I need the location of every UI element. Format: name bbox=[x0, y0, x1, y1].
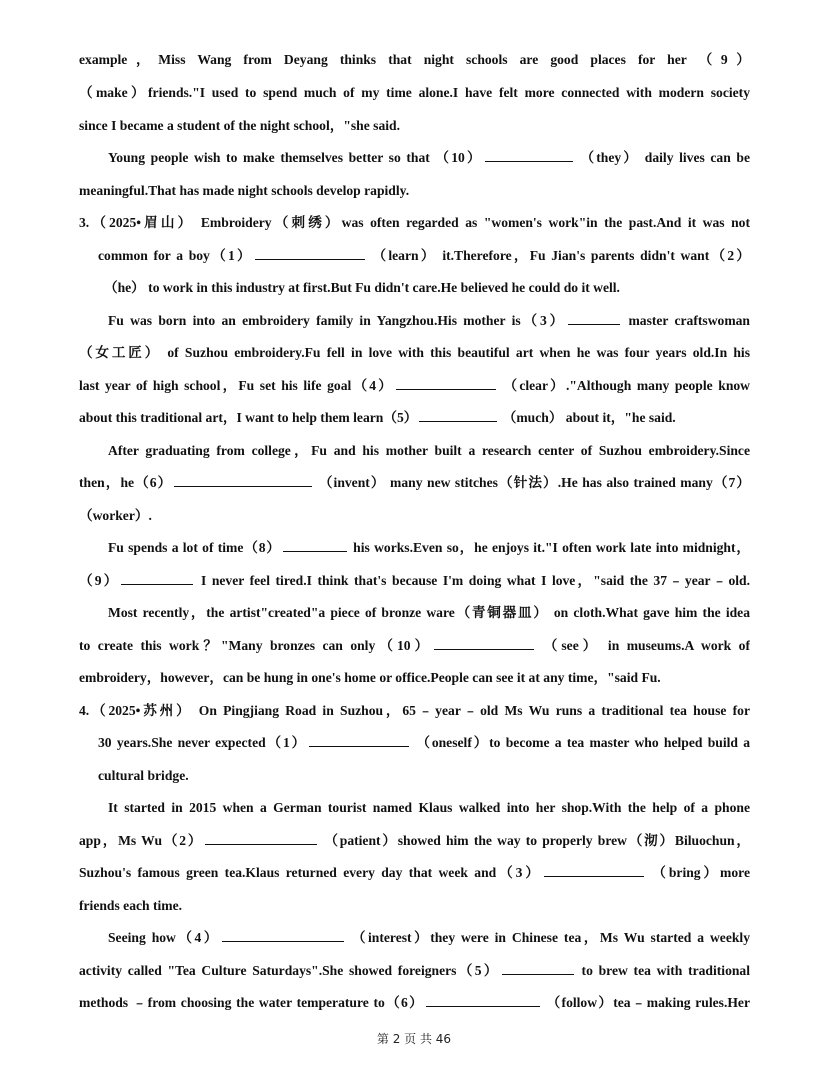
text-run: since I became a student of the night school，"she said. bbox=[79, 118, 400, 133]
text-run: （bring）more bbox=[645, 865, 750, 880]
text-run: （女工匠） of Suzhou embroidery.Fu fell in love with this beautiful art when he was four years old.In his bbox=[79, 345, 750, 360]
text-line bbox=[79, 991, 750, 1015]
text-line bbox=[79, 569, 750, 593]
text-run: master craftswoman bbox=[622, 313, 750, 328]
text-line bbox=[79, 471, 750, 495]
answer-blank bbox=[396, 374, 496, 390]
text-line bbox=[79, 341, 750, 365]
answer-blank bbox=[283, 536, 347, 552]
text-run: 3.（2025•眉山） Embroidery（刺绣）was often regarded as "women's work"in the past.And it was not bbox=[79, 215, 750, 230]
text-run: After graduating from college，Fu and his mother built a research center of Suzhou embroidery.Since bbox=[108, 443, 750, 458]
text-run: embroidery，however，can be hung in one's home or office.People can see it at any time，"said Fu. bbox=[79, 670, 661, 685]
answer-blank bbox=[222, 926, 344, 942]
answer-blank bbox=[485, 146, 573, 162]
text-run: （worker）. bbox=[79, 508, 152, 523]
text-line bbox=[79, 634, 750, 658]
text-line bbox=[79, 861, 750, 885]
answer-blank bbox=[419, 406, 497, 422]
text-run: Seeing how（4） bbox=[108, 930, 220, 945]
text-run: activity called "Tea Culture Saturdays".She showed foreigners（5） bbox=[79, 963, 500, 978]
answer-blank bbox=[121, 569, 193, 585]
text-line bbox=[104, 276, 750, 300]
text-run: app，Ms Wu（2） bbox=[79, 833, 204, 848]
answer-blank bbox=[434, 634, 534, 650]
text-line bbox=[79, 179, 750, 203]
text-line bbox=[79, 81, 750, 105]
answer-blank bbox=[426, 991, 540, 1007]
text-run: （they） daily lives can be bbox=[574, 150, 750, 165]
text-run: to brew tea with traditional bbox=[575, 963, 750, 978]
answer-blank bbox=[255, 244, 365, 260]
text-run: （see） in museums.A work of bbox=[536, 638, 750, 653]
text-run: （follow）tea﹣making rules.Her bbox=[541, 995, 750, 1010]
text-line bbox=[79, 504, 750, 528]
answer-blank bbox=[205, 829, 317, 845]
text-line bbox=[108, 439, 750, 463]
text-run: his works.Even so，he enjoys it."I often work late into midnight， bbox=[348, 540, 750, 555]
text-line bbox=[79, 211, 750, 235]
text-run: friends each time. bbox=[79, 898, 183, 913]
text-run: last year of high school，Fu set his life goal（4） bbox=[79, 378, 394, 393]
text-line bbox=[108, 146, 750, 170]
text-line bbox=[79, 114, 750, 138]
text-run: （interest）they were in Chinese tea，Ms Wu started a weekly bbox=[345, 930, 750, 945]
text-run: to create this work？"Many bronzes can only（10） bbox=[79, 638, 433, 653]
text-line bbox=[79, 374, 750, 398]
text-line bbox=[79, 406, 750, 430]
answer-blank bbox=[174, 471, 312, 487]
text-run: （9） bbox=[79, 573, 120, 588]
text-line bbox=[98, 244, 750, 268]
text-line bbox=[108, 926, 750, 950]
text-run: cultural bridge. bbox=[98, 768, 189, 783]
text-run: methods ﹣from choosing the water temperature to（6） bbox=[79, 995, 424, 1010]
answer-blank bbox=[502, 959, 574, 975]
answer-blank bbox=[309, 731, 409, 747]
text-run: （learn） it.Therefore，Fu Jian's parents didn't want（2） bbox=[366, 248, 750, 263]
text-run: Most recently，the artist"created"a piece of bronze ware（青铜器皿） on cloth.What gave him the idea bbox=[108, 605, 750, 620]
text-run: then，he（6） bbox=[79, 475, 173, 490]
text-run: example，Miss Wang from Deyang thinks that night schools are good places for her （9） bbox=[79, 52, 750, 67]
text-line bbox=[108, 536, 750, 560]
text-line bbox=[79, 829, 750, 853]
text-run: I never feel tired.I think that's because I'm doing what I love，"said the 37﹣year﹣old. bbox=[195, 573, 750, 588]
page-number-footer: 第 2 页 共 46 bbox=[376, 1032, 452, 1046]
text-run: （clear）."Although many people know bbox=[497, 378, 750, 393]
text-line bbox=[79, 894, 750, 918]
answer-blank bbox=[544, 861, 644, 877]
text-line bbox=[98, 731, 750, 755]
text-run: Young people wish to make themselves better so that （10） bbox=[108, 150, 483, 165]
text-line bbox=[79, 666, 750, 690]
text-run: （oneself）to become a tea master who helped build a bbox=[411, 735, 750, 750]
text-run: Fu spends a lot of time（8） bbox=[108, 540, 281, 555]
text-line bbox=[79, 699, 750, 723]
text-run: 4.（2025•苏州） On Pingjiang Road in Suzhou，65﹣year﹣old Ms Wu runs a traditional tea house for bbox=[79, 703, 750, 718]
text-line bbox=[108, 309, 750, 333]
text-run: meaningful.That has made night schools develop rapidly. bbox=[79, 183, 410, 198]
text-run: Fu was born into an embroidery family in Yangzhou.His mother is（3） bbox=[108, 313, 567, 328]
text-run: （make）friends."I used to spend much of my time alone.I have felt more connected with modern society bbox=[79, 85, 750, 100]
text-run: about this traditional art，I want to help them learn（5） bbox=[79, 410, 418, 425]
text-line bbox=[108, 796, 750, 820]
text-line bbox=[79, 959, 750, 983]
answer-blank bbox=[568, 309, 620, 325]
text-run: Suzhou's famous green tea.Klaus returned every day that week and（3） bbox=[79, 865, 542, 880]
text-run: 30 years.She never expected（1） bbox=[98, 735, 308, 750]
text-run: It started in 2015 when a German tourist named Klaus walked into her shop.With the help of a phone bbox=[108, 800, 750, 815]
text-run: （patient）showed him the way to properly brew（沏）Biluochun， bbox=[319, 833, 750, 848]
text-run: （invent） many new stitches（针法）.He has also trained many（7） bbox=[314, 475, 750, 490]
text-run: common for a boy（1） bbox=[98, 248, 253, 263]
text-run: （he） to work in this industry at first.But Fu didn't care.He believed he could do it well. bbox=[104, 280, 620, 295]
text-run: （much） about it，"he said. bbox=[499, 410, 676, 425]
text-line bbox=[108, 601, 750, 625]
text-line bbox=[79, 48, 750, 72]
text-line bbox=[98, 764, 750, 788]
